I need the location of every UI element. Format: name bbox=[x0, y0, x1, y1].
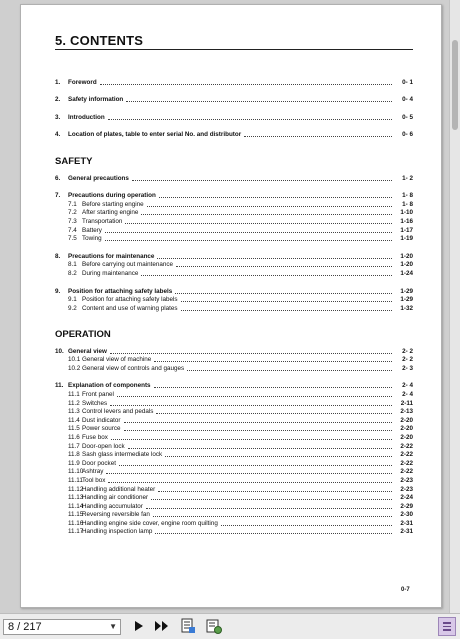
toc-page: 2-20 bbox=[400, 416, 413, 424]
section-heading-safety: SAFETY bbox=[55, 156, 93, 167]
leader-dots bbox=[106, 473, 392, 474]
toc-num: 10.1 bbox=[68, 356, 81, 364]
toc-page: 2-22 bbox=[400, 459, 413, 467]
toc-page: 2- 3 bbox=[402, 364, 413, 372]
toc-label: During maintenance bbox=[82, 269, 139, 277]
toc-num: 9. bbox=[55, 287, 61, 295]
toc-num: 1. bbox=[55, 78, 61, 86]
chevron-down-icon: ▼ bbox=[109, 622, 117, 631]
toc-row[interactable] bbox=[55, 131, 413, 140]
toc-row[interactable] bbox=[55, 78, 413, 87]
leader-dots bbox=[108, 119, 392, 120]
leader-dots bbox=[155, 533, 392, 534]
toc-num: 11.3 bbox=[68, 408, 80, 416]
toc-page: 2- 2 bbox=[402, 356, 413, 364]
leader-dots bbox=[175, 293, 392, 294]
leader-dots bbox=[119, 465, 392, 466]
toc-page: 2- 2 bbox=[402, 347, 413, 355]
toc-label: Handling engine side cover, engine room quilting bbox=[82, 519, 218, 527]
toc-num: 9.1 bbox=[68, 296, 77, 304]
toc-page: 2-22 bbox=[400, 442, 413, 450]
toc-label: Precautions during operation bbox=[68, 192, 156, 200]
toc-label: Handling accumulator bbox=[82, 502, 143, 510]
leader-dots bbox=[100, 84, 392, 85]
toc-label: Dust indicator bbox=[82, 416, 121, 424]
toc-page: 1- 8 bbox=[402, 192, 413, 200]
toc-row[interactable] bbox=[55, 235, 413, 244]
leader-dots bbox=[181, 310, 392, 311]
toc-row[interactable] bbox=[55, 226, 413, 235]
toc-label: Position for attaching safety labels bbox=[82, 296, 178, 304]
leader-dots bbox=[110, 353, 392, 354]
toc-num: 11.15 bbox=[68, 511, 84, 519]
toc-page: 0- 5 bbox=[402, 113, 413, 121]
leader-dots bbox=[141, 214, 392, 215]
page-footer-number: 0-7 bbox=[401, 587, 410, 593]
toc-num: 11.4 bbox=[68, 416, 80, 424]
thumbnails-button[interactable] bbox=[179, 618, 197, 636]
toc-num: 11.16 bbox=[68, 519, 84, 527]
leader-dots bbox=[110, 405, 392, 406]
toc-page: 1-29 bbox=[400, 296, 413, 304]
toc-num: 11.2 bbox=[68, 399, 80, 407]
toc-page: 1-10 bbox=[400, 209, 413, 217]
toc-num: 11.11 bbox=[68, 476, 83, 484]
leader-dots bbox=[146, 508, 392, 509]
toc-label: Handling air conditioner bbox=[82, 494, 149, 502]
toc-page: 1-19 bbox=[400, 235, 413, 243]
leader-dots bbox=[108, 482, 392, 483]
leader-dots bbox=[126, 101, 392, 102]
toc-row[interactable] bbox=[55, 217, 413, 226]
toc-page: 1- 8 bbox=[402, 200, 413, 208]
toc-num: 7.4 bbox=[68, 226, 77, 234]
leader-dots bbox=[157, 258, 392, 259]
toc-label: General view bbox=[68, 347, 107, 355]
leader-dots bbox=[125, 223, 392, 224]
toc-num: 11.13 bbox=[68, 494, 84, 502]
toc-label: Towing bbox=[82, 235, 102, 243]
page-selector[interactable] bbox=[3, 619, 121, 635]
toc-num: 9.2 bbox=[68, 304, 77, 312]
toc-page: 2-20 bbox=[400, 433, 413, 441]
next-page-button[interactable] bbox=[130, 618, 148, 636]
leader-dots bbox=[181, 301, 392, 302]
toc-page: 2-23 bbox=[400, 476, 413, 484]
toc-page: 2-23 bbox=[400, 485, 413, 493]
toc-row[interactable] bbox=[55, 174, 413, 183]
leader-dots bbox=[147, 206, 392, 207]
toc-label: Introduction bbox=[68, 113, 105, 121]
toc-page: 2-13 bbox=[400, 408, 413, 416]
toc-page: 1-16 bbox=[400, 217, 413, 225]
page-indicator: 8 / 217 bbox=[8, 621, 42, 633]
leader-dots bbox=[154, 361, 392, 362]
leader-dots bbox=[124, 430, 393, 431]
toc-row[interactable] bbox=[55, 304, 413, 313]
viewer-toolbar bbox=[0, 613, 460, 639]
menu-icon bbox=[443, 622, 451, 633]
toc-row[interactable] bbox=[55, 425, 413, 434]
toc-label: Handling additional heater bbox=[82, 485, 156, 493]
toc-label: Before starting engine bbox=[82, 200, 144, 208]
leader-dots bbox=[117, 396, 392, 397]
fast-forward-icon bbox=[154, 620, 170, 635]
toc-num: 4. bbox=[55, 131, 61, 139]
scrollbar-thumb[interactable] bbox=[452, 40, 458, 130]
leader-dots bbox=[141, 275, 392, 276]
leader-dots bbox=[154, 387, 392, 388]
toc-page: 2-20 bbox=[400, 425, 413, 433]
toc-num: 11.17 bbox=[68, 528, 84, 536]
leader-dots bbox=[176, 266, 392, 267]
leader-dots bbox=[105, 240, 392, 241]
toc-page: 2-31 bbox=[400, 519, 413, 527]
toc-page: 1-20 bbox=[400, 261, 413, 269]
toc-label: General precautions bbox=[68, 174, 129, 182]
toc-num: 8. bbox=[55, 252, 61, 260]
toc-label: Sash glass intermediate lock bbox=[82, 451, 163, 459]
toc-num: 3. bbox=[55, 113, 61, 121]
toc-row[interactable] bbox=[55, 113, 413, 122]
toc-page: 0- 1 bbox=[402, 78, 413, 86]
toc-page: 2- 4 bbox=[402, 382, 413, 390]
toc-page: 1-17 bbox=[400, 226, 413, 234]
toc-row[interactable] bbox=[55, 269, 413, 278]
toc-label: Foreword bbox=[68, 78, 97, 86]
toc-label: Content and use of warning plates bbox=[82, 304, 178, 312]
leader-dots bbox=[151, 499, 392, 500]
toc-page: 2-29 bbox=[400, 502, 413, 510]
pdf-page bbox=[20, 4, 442, 608]
toc-num: 11.5 bbox=[68, 425, 80, 433]
toc-num: 11.7 bbox=[68, 442, 80, 450]
toc-label: Power source bbox=[82, 425, 121, 433]
toc-label: Ashtray bbox=[82, 468, 104, 476]
toc-row[interactable] bbox=[55, 528, 413, 537]
page-title: 5. CONTENTS bbox=[55, 33, 144, 48]
toc-num: 11.6 bbox=[68, 433, 80, 441]
toc-page: 2-24 bbox=[400, 494, 413, 502]
leader-dots bbox=[165, 456, 392, 457]
toc-label: Reversing reversible fan bbox=[82, 511, 150, 519]
toc-num: 11.10 bbox=[68, 468, 84, 476]
leader-dots bbox=[128, 448, 392, 449]
leader-dots bbox=[153, 516, 392, 517]
toc-label: Position for attaching safety labels bbox=[68, 287, 173, 295]
toc-label: Control levers and pedals bbox=[82, 408, 154, 416]
toc-num: 10. bbox=[55, 347, 64, 355]
toc-num: 11.9 bbox=[68, 459, 80, 467]
toc-label: Door-open lock bbox=[82, 442, 125, 450]
toc-page: 2-31 bbox=[400, 528, 413, 536]
toc-label: Transportation bbox=[82, 217, 123, 225]
toc-num: 7.3 bbox=[68, 217, 77, 225]
leader-dots bbox=[187, 370, 392, 371]
toc-label: Before carrying out maintenance bbox=[82, 261, 174, 269]
leader-dots bbox=[159, 197, 392, 198]
leader-dots bbox=[244, 136, 392, 137]
toc-label: Front panel bbox=[82, 390, 114, 398]
leader-dots bbox=[111, 439, 392, 440]
toc-page: 2-11 bbox=[400, 399, 413, 407]
toc-label: After starting engine bbox=[82, 209, 139, 217]
toc-page: 2- 4 bbox=[402, 390, 413, 398]
toc-num: 11.14 bbox=[68, 502, 84, 510]
toc-num: 7.1 bbox=[68, 200, 77, 208]
toc-page: 0- 4 bbox=[402, 96, 413, 104]
toc-num: 11.8 bbox=[68, 451, 80, 459]
toc-page: 2-30 bbox=[400, 511, 413, 519]
toc-page: 0- 6 bbox=[402, 131, 413, 139]
toc-label: Switches bbox=[82, 399, 108, 407]
leader-dots bbox=[156, 413, 392, 414]
toc-row[interactable] bbox=[55, 96, 413, 105]
toc-num: 2. bbox=[55, 96, 61, 104]
play-icon bbox=[134, 620, 144, 635]
toc-operation bbox=[55, 347, 413, 536]
toc-num: 11. bbox=[55, 382, 64, 390]
toc-num: 11.1 bbox=[68, 390, 80, 398]
toc-row[interactable] bbox=[55, 390, 413, 399]
toc-num: 8.1 bbox=[68, 261, 77, 269]
page-settings-icon bbox=[206, 618, 222, 637]
leader-dots bbox=[132, 180, 392, 181]
toc-label: Door pocket bbox=[82, 459, 116, 467]
toc-num: 6. bbox=[55, 174, 61, 182]
title-rule bbox=[55, 49, 413, 50]
toc-page: 1-32 bbox=[400, 304, 413, 312]
toc-num: 7.5 bbox=[68, 235, 77, 243]
toc-num: 7.2 bbox=[68, 209, 77, 217]
leader-dots bbox=[105, 232, 392, 233]
last-page-button[interactable] bbox=[153, 618, 171, 636]
toc-num: 7. bbox=[55, 192, 61, 200]
toc-safety bbox=[55, 174, 413, 313]
toc-label: Safety information bbox=[68, 96, 124, 104]
page-settings-button[interactable] bbox=[205, 618, 223, 636]
toc-label: Tool box bbox=[82, 476, 106, 484]
toc-page: 1-24 bbox=[400, 269, 413, 277]
toc-label: Handling inspection lamp bbox=[82, 528, 153, 536]
toc-label: Explanation of components bbox=[68, 382, 151, 390]
leader-dots bbox=[124, 422, 393, 423]
leader-dots bbox=[221, 525, 392, 526]
toc-page: 1-29 bbox=[400, 287, 413, 295]
toc-label: Precautions for maintenance bbox=[68, 252, 155, 260]
toc-row[interactable] bbox=[55, 364, 413, 373]
toc-row[interactable] bbox=[55, 468, 413, 477]
toc-label: General view of controls and gauges bbox=[82, 364, 185, 372]
section-heading-operation: OPERATION bbox=[55, 329, 111, 340]
document-list-icon bbox=[180, 618, 196, 637]
toc-page: 1- 2 bbox=[402, 174, 413, 182]
toc-label: Battery bbox=[82, 226, 102, 234]
leader-dots bbox=[158, 491, 392, 492]
vertical-scrollbar[interactable] bbox=[449, 0, 460, 613]
toc-num: 10.2 bbox=[68, 364, 81, 372]
toc-label: General view of machine bbox=[82, 356, 152, 364]
toc-label: Fuse box bbox=[82, 433, 108, 441]
toc-front bbox=[55, 78, 413, 139]
toc-page: 2-22 bbox=[400, 468, 413, 476]
menu-button[interactable] bbox=[438, 617, 456, 636]
toc-page: 1-20 bbox=[400, 252, 413, 260]
toc-page: 2-22 bbox=[400, 451, 413, 459]
toc-label: Location of plates, table to enter serial No. and distributor bbox=[68, 131, 242, 139]
toc-row[interactable] bbox=[55, 459, 413, 468]
toc-num: 8.2 bbox=[68, 269, 77, 277]
toc-num: 11.12 bbox=[68, 485, 84, 493]
